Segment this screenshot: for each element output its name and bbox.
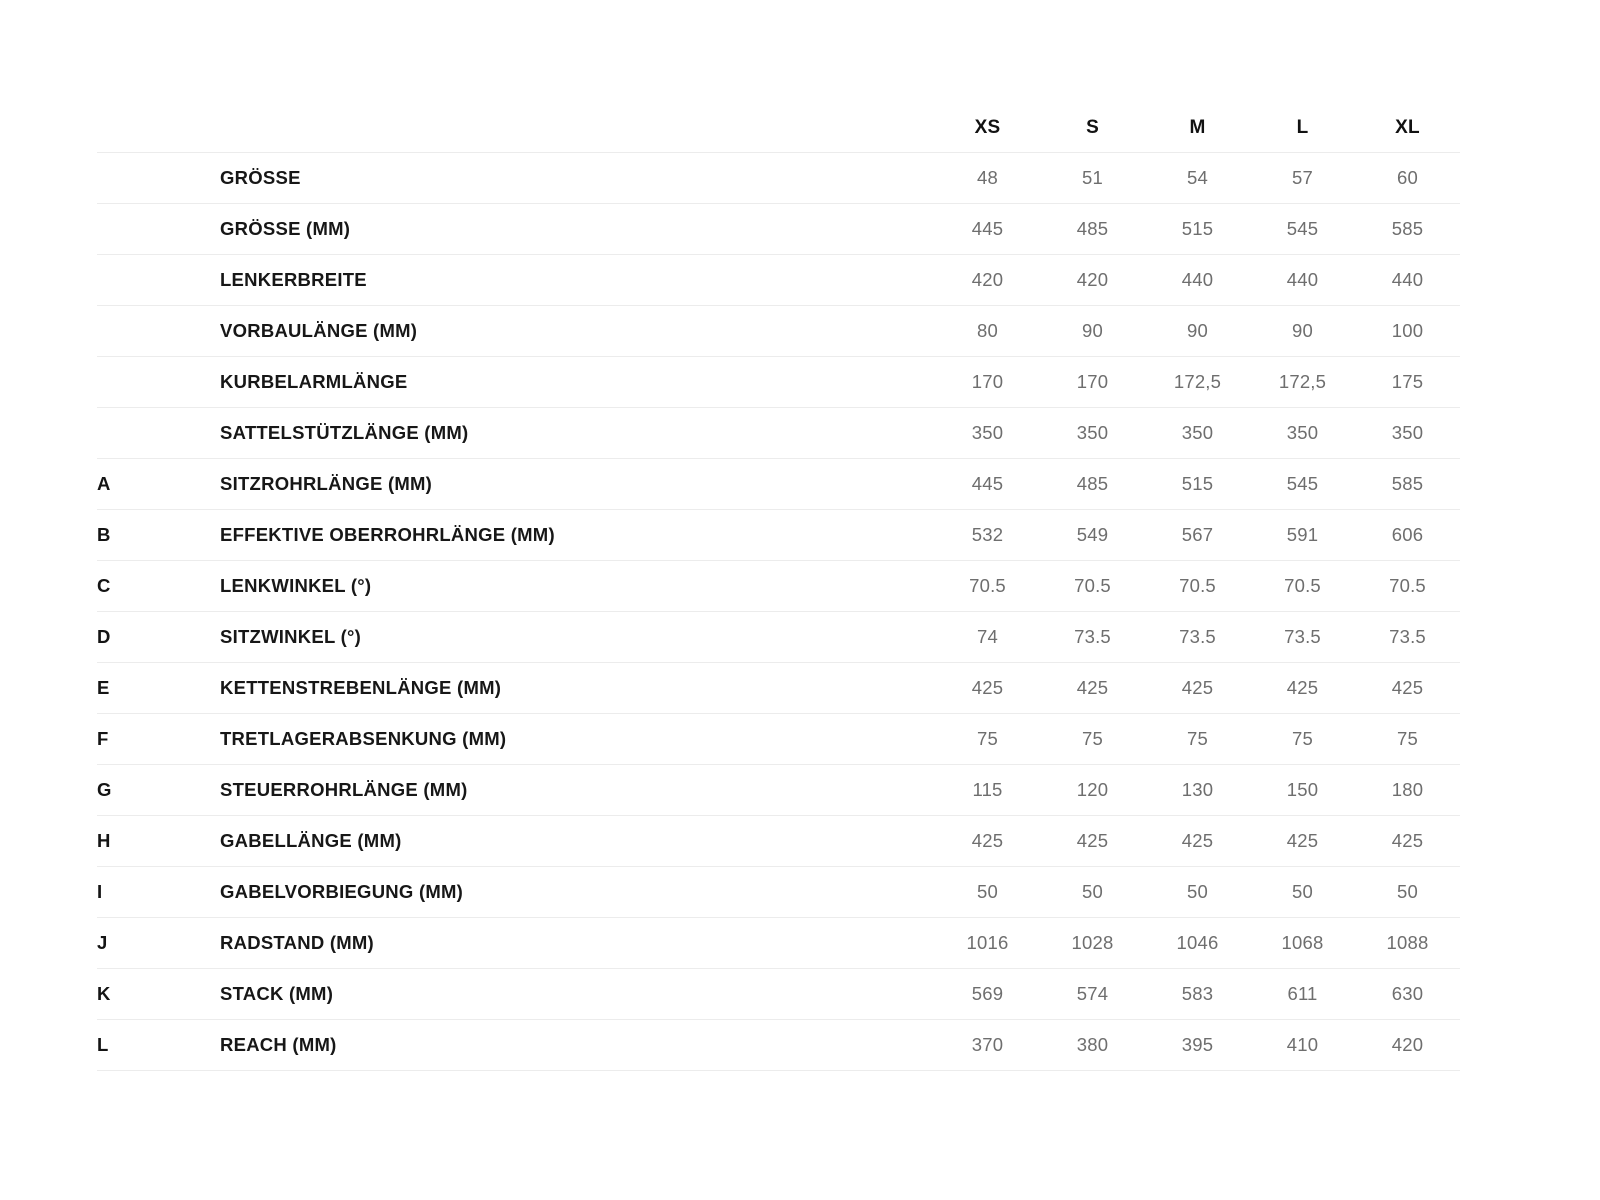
row-letter: D — [97, 612, 220, 663]
row-label: SATTELSTÜTZLÄNGE (MM) — [220, 408, 935, 459]
row-label: SITZROHRLÄNGE (MM) — [220, 459, 935, 510]
cell-value-m: 73.5 — [1145, 612, 1250, 663]
cell-value-xs: 50 — [935, 867, 1040, 918]
cell-value-l: 611 — [1250, 969, 1355, 1020]
row-label: GRÖSSE — [220, 153, 935, 204]
cell-value-xl: 100 — [1355, 306, 1460, 357]
cell-value-xs: 80 — [935, 306, 1040, 357]
cell-value-xl: 350 — [1355, 408, 1460, 459]
row-label: STEUERROHRLÄNGE (MM) — [220, 765, 935, 816]
table-row — [97, 510, 1460, 561]
cell-value-s: 50 — [1040, 867, 1145, 918]
cell-value-s: 1028 — [1040, 918, 1145, 969]
cell-value-l: 73.5 — [1250, 612, 1355, 663]
row-label: SITZWINKEL (°) — [220, 612, 935, 663]
cell-value-l: 545 — [1250, 204, 1355, 255]
row-letter: A — [97, 459, 220, 510]
cell-value-xl: 73.5 — [1355, 612, 1460, 663]
table-row — [97, 867, 1460, 918]
row-label: RADSTAND (MM) — [220, 918, 935, 969]
row-letter: B — [97, 510, 220, 561]
header-size-l: L — [1296, 117, 1309, 138]
row-letter: K — [97, 969, 220, 1020]
row-label: LENKERBREITE — [220, 255, 935, 306]
cell-value-m: 130 — [1145, 765, 1250, 816]
cell-value-xl: 420 — [1355, 1020, 1460, 1071]
cell-value-xl: 440 — [1355, 255, 1460, 306]
cell-value-s: 75 — [1040, 714, 1145, 765]
table-row — [97, 663, 1460, 714]
cell-value-s: 420 — [1040, 255, 1145, 306]
header-size-s: S — [1086, 117, 1099, 138]
cell-value-m: 515 — [1145, 204, 1250, 255]
cell-value-xl: 1088 — [1355, 918, 1460, 969]
cell-value-s: 425 — [1040, 816, 1145, 867]
row-letter: I — [97, 867, 220, 918]
cell-value-xl: 630 — [1355, 969, 1460, 1020]
cell-value-xs: 48 — [935, 153, 1040, 204]
row-letter — [97, 408, 220, 459]
row-label: EFFEKTIVE OBERROHRLÄNGE (MM) — [220, 510, 935, 561]
row-letter: C — [97, 561, 220, 612]
cell-value-l: 57 — [1250, 153, 1355, 204]
cell-value-s: 549 — [1040, 510, 1145, 561]
row-label: VORBAULÄNGE (MM) — [220, 306, 935, 357]
cell-value-s: 120 — [1040, 765, 1145, 816]
cell-value-l: 425 — [1250, 816, 1355, 867]
table-row — [97, 357, 1460, 408]
cell-value-xs: 532 — [935, 510, 1040, 561]
cell-value-l: 591 — [1250, 510, 1355, 561]
cell-value-m: 515 — [1145, 459, 1250, 510]
cell-value-xl: 585 — [1355, 204, 1460, 255]
cell-value-s: 350 — [1040, 408, 1145, 459]
row-label: KETTENSTREBENLÄNGE (MM) — [220, 663, 935, 714]
cell-value-xs: 425 — [935, 816, 1040, 867]
cell-value-l: 350 — [1250, 408, 1355, 459]
table-row — [97, 714, 1460, 765]
row-letter — [97, 255, 220, 306]
cell-value-xs: 115 — [935, 765, 1040, 816]
cell-value-m: 90 — [1145, 306, 1250, 357]
cell-value-l: 545 — [1250, 459, 1355, 510]
cell-value-xs: 370 — [935, 1020, 1040, 1071]
header-size-xs: XS — [974, 117, 1001, 138]
table-row — [97, 765, 1460, 816]
cell-value-m: 583 — [1145, 969, 1250, 1020]
cell-value-l: 1068 — [1250, 918, 1355, 969]
row-label: REACH (MM) — [220, 1020, 935, 1071]
table-row — [97, 255, 1460, 306]
row-letter — [97, 357, 220, 408]
table-row — [97, 1020, 1460, 1071]
cell-value-xs: 70.5 — [935, 561, 1040, 612]
cell-value-s: 51 — [1040, 153, 1145, 204]
row-letter: H — [97, 816, 220, 867]
cell-value-s: 574 — [1040, 969, 1145, 1020]
cell-value-l: 410 — [1250, 1020, 1355, 1071]
cell-value-xs: 1016 — [935, 918, 1040, 969]
cell-value-l: 150 — [1250, 765, 1355, 816]
cell-value-m: 567 — [1145, 510, 1250, 561]
cell-value-l: 50 — [1250, 867, 1355, 918]
cell-value-m: 54 — [1145, 153, 1250, 204]
header-letter-column — [97, 104, 220, 153]
header-row — [97, 104, 1460, 153]
cell-value-xl: 75 — [1355, 714, 1460, 765]
cell-value-xl: 425 — [1355, 663, 1460, 714]
cell-value-l: 440 — [1250, 255, 1355, 306]
header-size-xl: XL — [1395, 117, 1420, 138]
cell-value-xs: 170 — [935, 357, 1040, 408]
cell-value-l: 90 — [1250, 306, 1355, 357]
cell-value-xl: 180 — [1355, 765, 1460, 816]
cell-value-xs: 445 — [935, 459, 1040, 510]
cell-value-xs: 569 — [935, 969, 1040, 1020]
row-letter — [97, 204, 220, 255]
table-row — [97, 969, 1460, 1020]
row-label: GRÖSSE (MM) — [220, 204, 935, 255]
table-row — [97, 816, 1460, 867]
cell-value-m: 395 — [1145, 1020, 1250, 1071]
row-letter: J — [97, 918, 220, 969]
cell-value-xs: 425 — [935, 663, 1040, 714]
cell-value-m: 1046 — [1145, 918, 1250, 969]
row-letter: G — [97, 765, 220, 816]
cell-value-l: 70.5 — [1250, 561, 1355, 612]
cell-value-l: 425 — [1250, 663, 1355, 714]
header-measurement-column — [220, 104, 935, 153]
geometry-table — [97, 104, 1460, 1071]
cell-value-xs: 74 — [935, 612, 1040, 663]
table-row — [97, 204, 1460, 255]
cell-value-xl: 50 — [1355, 867, 1460, 918]
cell-value-m: 425 — [1145, 663, 1250, 714]
cell-value-s: 485 — [1040, 204, 1145, 255]
row-label: LENKWINKEL (°) — [220, 561, 935, 612]
cell-value-xl: 425 — [1355, 816, 1460, 867]
cell-value-m: 70.5 — [1145, 561, 1250, 612]
cell-value-s: 380 — [1040, 1020, 1145, 1071]
header-size-m: M — [1189, 117, 1206, 138]
table-row — [97, 306, 1460, 357]
cell-value-xl: 70.5 — [1355, 561, 1460, 612]
row-label: GABELVORBIEGUNG (MM) — [220, 867, 935, 918]
cell-value-xs: 350 — [935, 408, 1040, 459]
row-letter — [97, 306, 220, 357]
table-row — [97, 408, 1460, 459]
cell-value-s: 170 — [1040, 357, 1145, 408]
cell-value-m: 350 — [1145, 408, 1250, 459]
table-body — [97, 153, 1460, 1071]
cell-value-m: 75 — [1145, 714, 1250, 765]
table-row — [97, 561, 1460, 612]
row-letter: L — [97, 1020, 220, 1071]
cell-value-xl: 585 — [1355, 459, 1460, 510]
row-letter — [97, 153, 220, 204]
cell-value-s: 70.5 — [1040, 561, 1145, 612]
row-label: GABELLÄNGE (MM) — [220, 816, 935, 867]
cell-value-m: 50 — [1145, 867, 1250, 918]
cell-value-m: 440 — [1145, 255, 1250, 306]
cell-value-s: 425 — [1040, 663, 1145, 714]
cell-value-xs: 75 — [935, 714, 1040, 765]
cell-value-xl: 606 — [1355, 510, 1460, 561]
row-label: STACK (MM) — [220, 969, 935, 1020]
cell-value-s: 73.5 — [1040, 612, 1145, 663]
table-row — [97, 612, 1460, 663]
cell-value-xs: 420 — [935, 255, 1040, 306]
cell-value-m: 425 — [1145, 816, 1250, 867]
table-row — [97, 153, 1460, 204]
cell-value-xl: 175 — [1355, 357, 1460, 408]
cell-value-s: 90 — [1040, 306, 1145, 357]
row-letter: F — [97, 714, 220, 765]
table-row — [97, 918, 1460, 969]
cell-value-s: 485 — [1040, 459, 1145, 510]
table-header — [97, 104, 1460, 153]
table-row — [97, 459, 1460, 510]
cell-value-l: 75 — [1250, 714, 1355, 765]
cell-value-xs: 445 — [935, 204, 1040, 255]
row-label: TRETLAGERABSENKUNG (MM) — [220, 714, 935, 765]
row-label: KURBELARMLÄNGE — [220, 357, 935, 408]
cell-value-m: 172,5 — [1145, 357, 1250, 408]
cell-value-xl: 60 — [1355, 153, 1460, 204]
cell-value-l: 172,5 — [1250, 357, 1355, 408]
row-letter: E — [97, 663, 220, 714]
